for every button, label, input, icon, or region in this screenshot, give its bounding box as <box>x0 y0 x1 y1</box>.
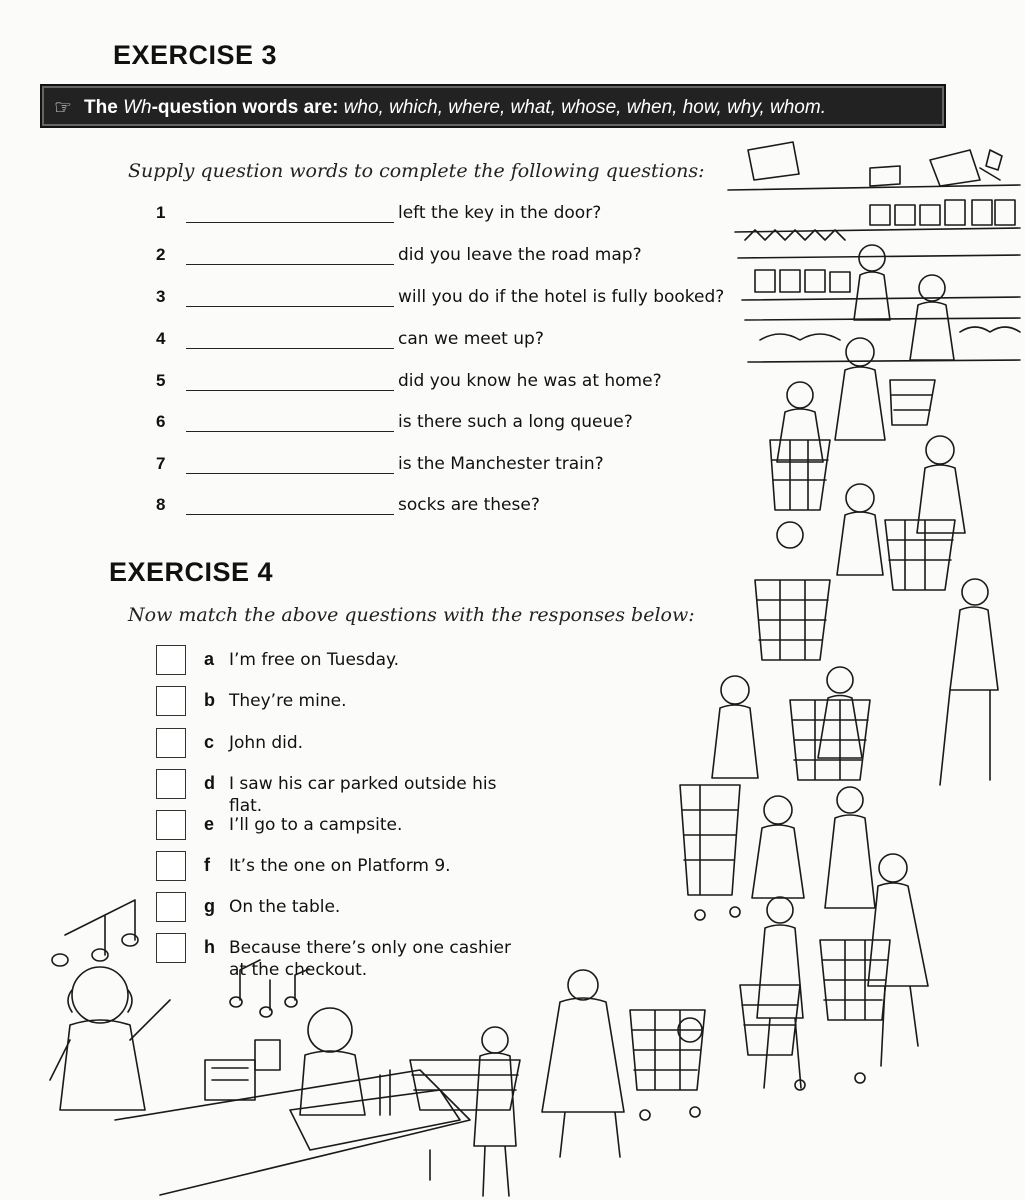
question-number: 3 <box>156 287 166 306</box>
question-text: left the key in the door? <box>398 203 602 223</box>
question-number: 8 <box>156 495 166 514</box>
question-text: did you know he was at home? <box>398 371 662 391</box>
response-text: I’ll go to a campsite. <box>229 815 403 835</box>
exercise-4-title: EXERCISE 4 <box>109 557 274 587</box>
banner-rest: -question words are: <box>151 97 344 118</box>
trolleys-drawing <box>410 380 955 1120</box>
response-text: John did. <box>229 733 304 753</box>
response-letter: h <box>204 937 215 957</box>
banner-wh: Wh <box>123 97 152 118</box>
question-text: is there such a long queue? <box>398 412 633 432</box>
question-number: 6 <box>156 412 166 431</box>
exercise-3-title: EXERCISE 3 <box>113 40 278 70</box>
response-letter: d <box>204 773 215 793</box>
question-text: socks are these? <box>398 495 540 515</box>
banner-lead: The <box>84 97 124 118</box>
response-letter: e <box>204 814 215 834</box>
response-text: On the table. <box>229 897 341 917</box>
question-number: 5 <box>156 371 166 390</box>
question-text: can we meet up? <box>398 329 544 349</box>
response-text: It’s the one on Platform 9. <box>229 856 451 876</box>
exercise-4-instruction: Now match the above questions with the responses below: <box>128 604 695 626</box>
question-number: 7 <box>156 454 166 473</box>
response-letter: a <box>204 649 215 669</box>
response-letter: c <box>204 732 215 752</box>
question-text: did you leave the road map? <box>398 245 642 265</box>
music-notes-drawing <box>52 900 309 1017</box>
question-number: 2 <box>156 245 166 264</box>
shoppers-drawing <box>474 245 998 1196</box>
exercise-3-instruction: Supply question words to complete the following questions: <box>128 160 705 182</box>
shelves-drawing <box>728 142 1020 362</box>
question-number: 4 <box>156 329 166 348</box>
response-text: I’m free on Tuesday. <box>229 650 400 670</box>
response-letter: f <box>204 855 210 875</box>
response-text: Because there’s only one cashier at the checkout. <box>229 938 511 980</box>
response-letter: b <box>204 690 215 710</box>
checkout-drawing <box>50 967 470 1195</box>
question-text: will you do if the hotel is fully booked? <box>398 287 725 307</box>
pointing-hand-icon: ☞ <box>54 97 72 119</box>
response-letter: g <box>204 896 215 916</box>
question-text: is the Manchester train? <box>398 454 604 474</box>
response-text: I saw his car parked outside his flat. <box>229 774 497 816</box>
banner-words: who, which, where, what, whose, when, how, why, whom. <box>343 97 826 118</box>
response-text: They’re mine. <box>229 691 347 711</box>
question-number: 1 <box>156 203 166 222</box>
